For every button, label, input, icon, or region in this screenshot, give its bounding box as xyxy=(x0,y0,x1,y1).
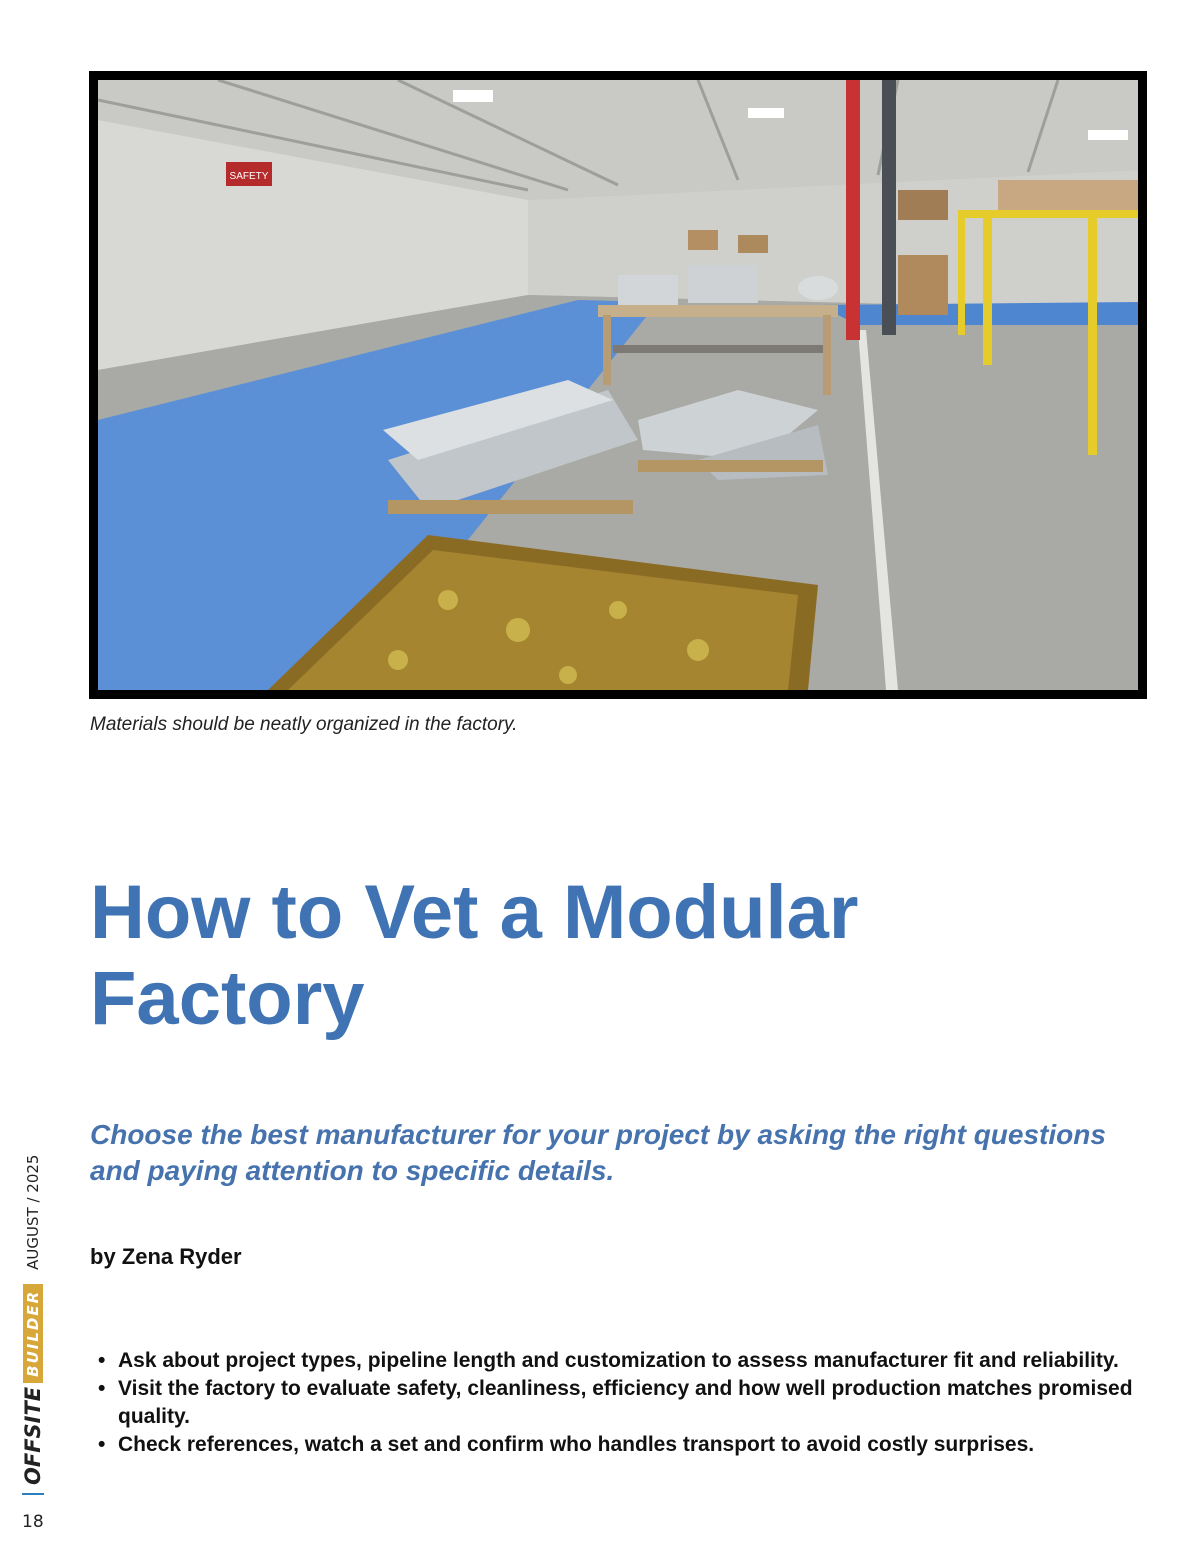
byline: by Zena Ryder xyxy=(90,1244,242,1269)
bullet-icon: • xyxy=(98,1377,106,1400)
key-takeaways-list xyxy=(98,1347,1158,1459)
magazine-name-part2: BUILDER xyxy=(23,1284,43,1383)
list-item xyxy=(98,1375,1158,1431)
article-title: How to Vet a Modular Factory xyxy=(90,870,859,1041)
article-dek: Choose the best manufacturer for your project by asking the right questions and paying attention to specific details. xyxy=(90,1119,1106,1186)
factory-floor-image xyxy=(98,80,1138,690)
issue-date: AUGUST / 2025 xyxy=(24,1154,42,1270)
bullet-text: Check references, watch a set and confirm who handles transport to avoid costly surprises. xyxy=(118,1433,1035,1456)
safety-sign-text: SAFETY xyxy=(229,171,269,182)
list-item xyxy=(98,1347,1158,1375)
bullet-text: Visit the factory to evaluate safety, cleanliness, efficiency and how well production matches promised quality. xyxy=(118,1377,1133,1428)
list-item xyxy=(98,1431,1158,1459)
bullet-icon: • xyxy=(98,1433,106,1456)
feature-photo xyxy=(89,71,1147,699)
rail-divider xyxy=(22,1493,44,1495)
magazine-name-part1: OFFSITE xyxy=(21,1386,45,1485)
magazine-side-rail xyxy=(18,1140,48,1495)
bullet-text: Ask about project types, pipeline length and customization to assess manufacturer fit and reliability. xyxy=(118,1349,1119,1372)
photo-caption: Materials should be neatly organized in the factory. xyxy=(90,714,518,735)
page-number: 18 xyxy=(22,1512,44,1532)
bullet-icon: • xyxy=(98,1349,106,1372)
